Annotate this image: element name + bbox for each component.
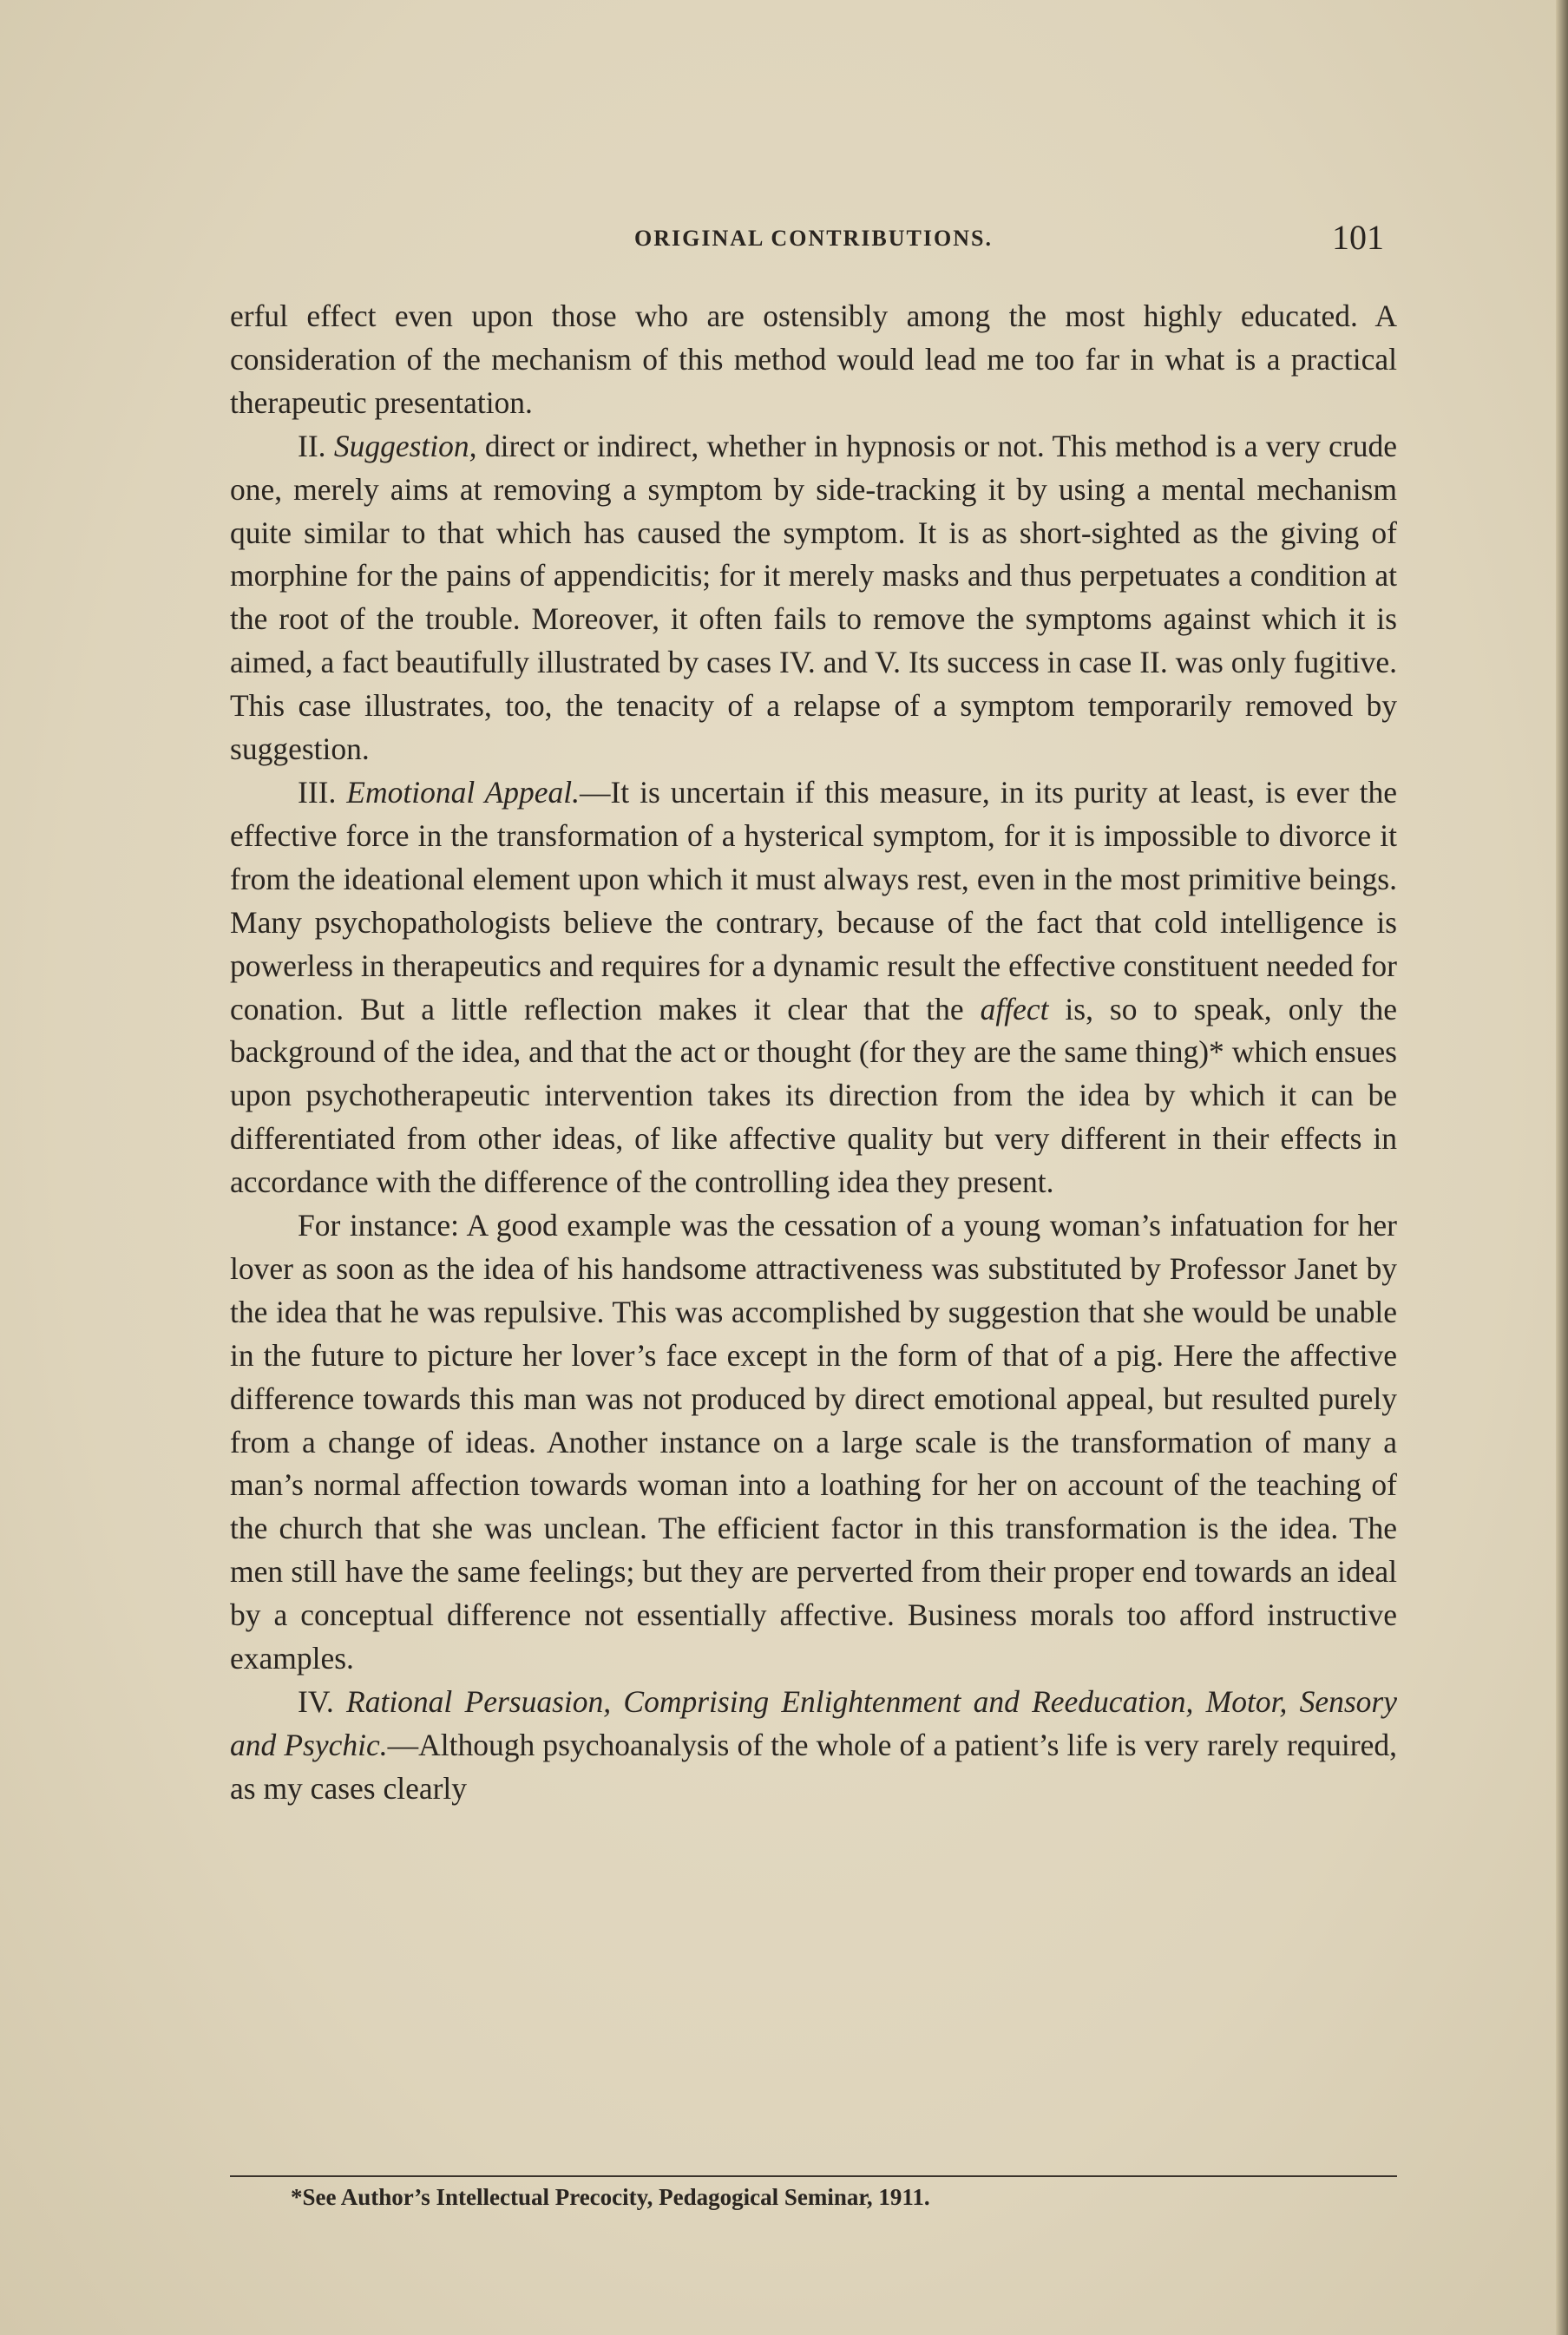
paragraph-text: —Although psychoanalysis of the whole of a patient’s life is very rarely required, as my cases clearly — [230, 1727, 1397, 1806]
section-title: Suggestion, — [333, 428, 477, 463]
section-numeral: II. — [298, 428, 326, 463]
section-numeral: III. — [298, 774, 337, 810]
paragraph-text: For instance: A good example was the cessation of a young woman’s infatuation for her lover as soon as the idea of his handsome attractiveness was substituted by Professor Janet by the idea that he was repulsive. This was accomplished by suggestion that she would be unable in the future to picture her lover’s face except in the form of that of a pig. Here the affective difference towards this man was not produced by direct emotional appeal, but resulted purely from a change of ideas. Another instance on a large scale is the transformation of many a man’s normal affection towards woman into a loathing for her on account of the teaching of the church that she was unclean. The efficient factor in this transformation is the idea. The men still have the same feelings; but they are perverted from their proper end towards an ideal by a conceptual difference not essentially affective. Business morals too afford instructive examples. — [230, 1208, 1397, 1676]
section-title: Emotional Appeal. — [346, 774, 580, 810]
section-numeral: IV. — [298, 1684, 334, 1719]
footnote-rule — [230, 2175, 1397, 2177]
paragraph-emotional-appeal — [230, 771, 1397, 1204]
page-number: 101 — [1332, 218, 1384, 257]
running-head — [230, 217, 1397, 269]
paragraph-suggestion — [230, 425, 1397, 771]
paragraph-continuation — [230, 295, 1397, 425]
paragraph-text: erful effect even upon those who are ostensibly among the most highly educated. A consideration of the mechanism of this method would lead me too far in what is a practical therapeutic presentation. — [230, 298, 1397, 420]
paragraph-text: —It is uncertain if this measure, in its purity at least, is ever the effective force in the transformation of a hysterical symptom, for it is impossible to divorce it from the ideational element upon which it must always rest, even in the most primitive beings. Many psychopathologists believe the contrary, because of the fact that cold intelligence is powerless in therapeutics and requires for a dynamic result the effective constituent needed for conation. But a little reflection makes it clear that the — [230, 774, 1398, 1026]
emphasized-term: affect — [980, 991, 1049, 1026]
paragraph-for-instance — [230, 1204, 1397, 1681]
body-text — [230, 295, 1397, 1811]
paragraph-rational-persuasion — [230, 1681, 1397, 1811]
footnote: *See Author’s Intellectual Precocity, Pedagogical Seminar, 1911. — [291, 2184, 930, 2210]
page-edge-shadow — [1556, 0, 1568, 2335]
running-title: ORIGINAL CONTRIBUTIONS. — [634, 226, 993, 251]
paragraph-text: direct or indirect, whether in hypnosis or not. This method is a very crude one, merely aims at removing a symptom by side-tracking it by using a mental mechanism quite similar to that which has caused the symptom. It is as short-sighted as the giving of morphine for the pains of appendicitis; for it merely masks and thus perpetuates a condition at the root of the trouble. Moreover, it often fails to remove the symptoms against which it is aimed, a fact beautifully illustrated by cases IV. and V. Its success in case II. was only fugitive. This case illustrates, too, the tenacity of a relapse of a symptom temporarily removed by suggestion. — [230, 428, 1398, 767]
section-title: Rational Persuasion, Comprising Enlightenment and Reeducation, Motor, Sensory and Psychic. — [230, 1684, 1397, 1762]
paragraph-text: is, so to speak, only the background of the idea, and that the act or thought (for they are the same thing)* which ensues upon psychotherapeutic intervention takes its direction from the idea by which it can be differentiated from other ideas, of like affective quality but very different in their effects in accordance with the difference of the controlling idea they present. — [230, 991, 1397, 1200]
